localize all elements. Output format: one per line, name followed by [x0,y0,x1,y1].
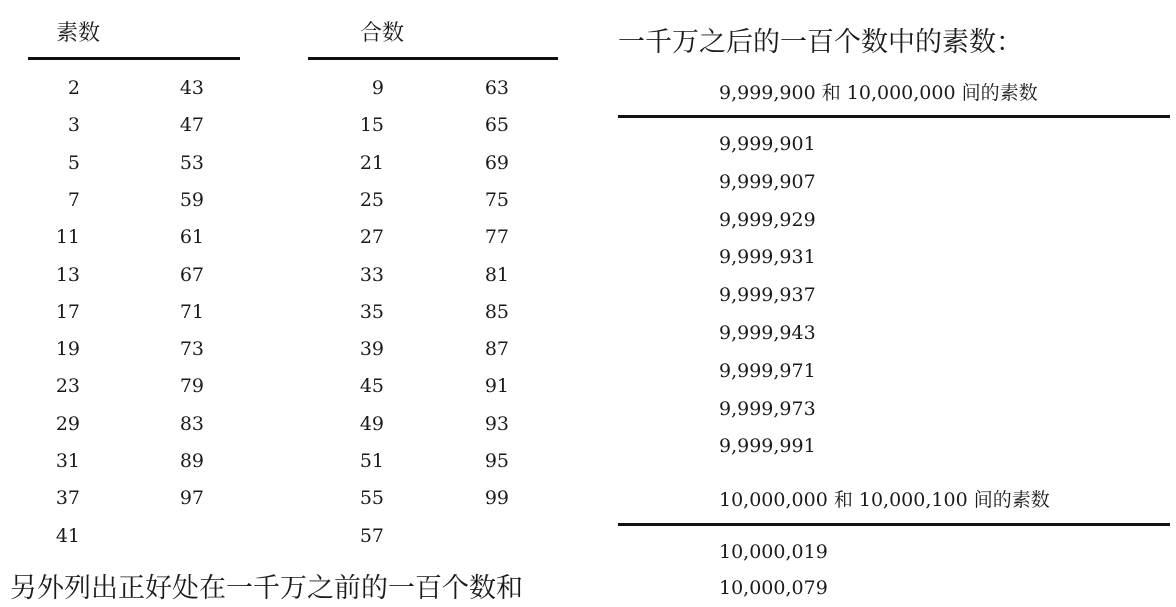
prime-number: 83 [179,412,204,435]
prime-number: 47 [179,114,204,137]
prime-value: 9,999,929 [719,208,816,231]
composite-number: 99 [484,487,509,510]
prime-number: 23 [55,375,80,398]
prime-number: 11 [55,226,80,249]
prime-value: 9,999,943 [719,322,816,344]
prime-value: 9,999,907 [719,170,816,193]
section1-label: 9,999,900 和 10,000,000 间的素数 [719,82,1038,104]
composite-number: 49 [359,412,384,435]
section2-rule [618,523,1170,526]
prime-value: 9,999,991 [719,435,816,458]
composite-number: 75 [484,188,509,211]
prime-number: 59 [179,188,204,211]
composite-number: 9 [371,77,384,99]
prime-value: 9,999,973 [719,397,816,420]
prime-value: 10,000,079 [719,577,828,599]
prime-value: 10,000,019 [719,541,828,563]
prime-number: 29 [55,412,80,435]
composite-table-header: 合数 [360,21,405,46]
composite-number: 91 [484,375,509,398]
prime-number: 79 [179,375,204,398]
composite-number: 55 [359,487,384,510]
bottom-paragraph: 另外列出正好处在一千万之前的一百个数和 [10,573,523,604]
prime-number: 13 [55,263,80,286]
prime-number: 89 [179,450,204,472]
prime-number: 3 [67,114,80,137]
composite-number: 27 [359,226,384,249]
prime-value: 9,999,971 [719,359,816,382]
prime-number: 97 [179,487,204,510]
prime-number: 7 [67,188,80,211]
prime-value: 9,999,931 [719,246,816,269]
composite-number: 35 [359,300,384,323]
composite-number: 15 [359,114,384,137]
prime-number: 31 [55,450,80,472]
composite-number: 87 [484,338,509,361]
composite-number: 39 [359,338,384,361]
composite-number: 93 [484,412,509,435]
prime-number: 37 [55,487,80,510]
section1-rule [618,115,1170,118]
prime-table-rule [28,57,240,60]
prime-number: 73 [179,338,204,361]
prime-number: 41 [55,524,80,547]
composite-number: 57 [359,524,384,547]
prime-number: 67 [179,263,204,286]
prime-number: 53 [179,151,204,174]
composite-number: 33 [359,263,384,286]
composite-number: 63 [484,77,509,99]
prime-number: 71 [179,300,204,323]
prime-value: 9,999,901 [719,133,816,155]
composite-number: 69 [484,151,509,174]
composite-number: 51 [359,450,384,472]
composite-number: 65 [484,114,509,137]
prime-number: 17 [55,300,80,323]
composite-number: 77 [484,226,509,249]
prime-number: 19 [55,338,80,361]
prime-value: 9,999,937 [719,284,816,307]
composite-number: 45 [359,375,384,398]
composite-number: 25 [359,188,384,211]
prime-number: 5 [67,151,80,174]
composite-number: 81 [484,263,509,286]
right-heading: 一千万之后的一百个数中的素数： [618,27,1023,58]
prime-table-header: 素数 [56,21,101,46]
section2-label: 10,000,000 和 10,000,100 间的素数 [719,489,1050,511]
composite-number: 95 [484,450,509,472]
prime-number: 61 [179,226,204,249]
prime-number: 2 [67,77,80,99]
composite-number: 21 [359,151,384,174]
composite-number: 85 [484,300,509,323]
prime-number: 43 [179,77,204,99]
composite-table-rule [308,57,558,60]
